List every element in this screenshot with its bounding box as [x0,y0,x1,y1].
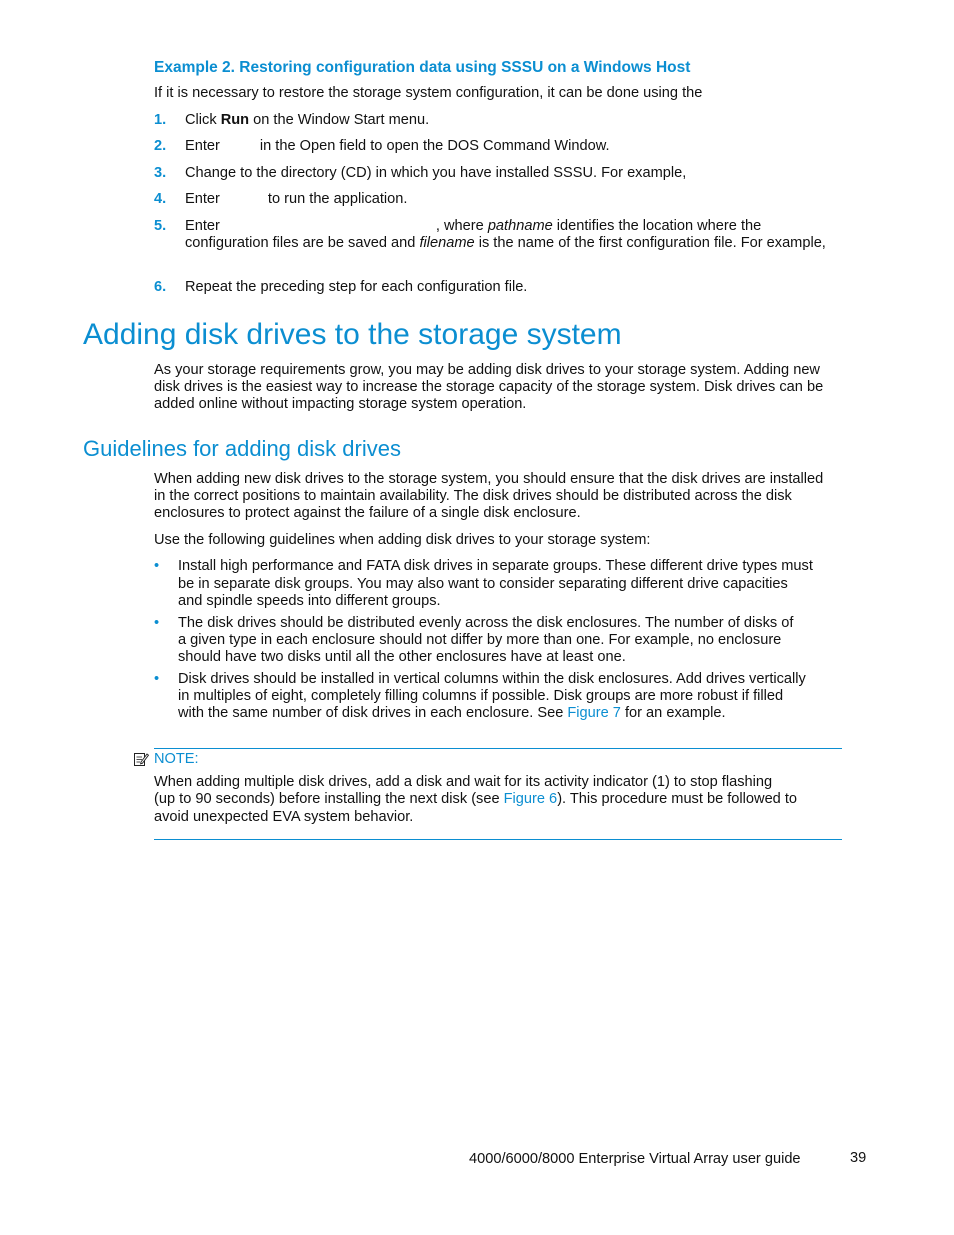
bullet-line: be in separate disk groups. You may also want to consider separating different drive capacities [178,576,788,592]
figure-6-link[interactable]: Figure 6 [503,791,558,807]
step-text: Enter , where pathname identifies the location where the [185,218,762,234]
footer-title: 4000/6000/8000 Enterprise Virtual Array user guide [469,1151,801,1167]
paragraph-line: added online without impacting storage system operation. [154,396,527,412]
note-pencil-icon [133,751,149,767]
bullet-marker: • [154,615,160,631]
subsection-paragraph-2: Use the following guidelines when adding disk drives to your storage system: [154,532,651,548]
step-number: 1. [154,112,167,128]
section-heading: Adding disk drives to the storage system [83,318,622,351]
step-text: Click Run on the Window Start menu. [185,112,430,128]
example-title: Example 2. Restoring configuration data using SSSU on a Windows Host [154,59,691,76]
bullet-line: and spindle speeds into different groups. [178,593,441,609]
subsection-heading: Guidelines for adding disk drives [83,436,401,461]
bullet-line: The disk drives should be distributed evenly across the disk enclosures. The number of disks of [178,615,794,631]
note-line: avoid unexpected EVA system behavior. [154,809,414,825]
figure-7-link[interactable]: Figure 7 [567,705,621,721]
note-label: NOTE: [154,751,199,767]
note-bottom-rule [154,839,842,840]
note-line: When adding multiple disk drives, add a disk and wait for its activity indicator (1) to stop flashing [154,774,773,790]
paragraph-line: As your storage requirements grow, you may be adding disk drives to your storage system. Adding new [154,362,820,378]
step-text: Enter to run the application. [185,191,408,207]
note-top-rule [154,748,842,749]
step-number: 3. [154,165,167,181]
step-number: 4. [154,191,167,207]
step-text: Repeat the preceding step for each configuration file. [185,279,528,295]
bullet-line: Install high performance and FATA disk drives in separate groups. These different drive types must [178,558,813,574]
bullet-line: a given type in each enclosure should not differ by more than one. For example, no enclosure [178,632,782,648]
bullet-line: in multiples of eight, completely filling columns if possible. Disk groups are more robust if filled [178,688,784,704]
bullet-line: Disk drives should be installed in vertical columns within the disk enclosures. Add drives vertically [178,671,806,687]
paragraph-line: disk drives is the easiest way to increase the storage capacity of the storage system. Disk drives can be [154,379,824,395]
paragraph-line: in the correct positions to maintain availability. The disk drives should be distributed across the disk [154,488,792,504]
paragraph-line: enclosures to protect against the failure of a single disk enclosure. [154,505,581,521]
step-number: 5. [154,218,167,234]
step-number: 6. [154,279,167,295]
bullet-marker: • [154,671,160,687]
paragraph-line: When adding new disk drives to the storage system, you should ensure that the disk drives are installed [154,471,824,487]
example-intro: If it is necessary to restore the storage system configuration, it can be done using the [154,85,703,101]
bullet-line: should have two disks until all the other enclosures have at least one. [178,649,626,665]
step-number: 2. [154,138,167,154]
bullet-marker: • [154,558,160,574]
step-text-continued: configuration files are be saved and filename is the name of the first configuration file. For example, [185,235,826,251]
bullet-line: with the same number of disk drives in each enclosure. See Figure 7 for an example. [178,705,726,721]
step-text: Change to the directory (CD) in which you have installed SSSU. For example, [185,165,687,181]
page-number: 39 [850,1150,867,1166]
note-line: (up to 90 seconds) before installing the next disk (see Figure 6). This procedure must be followed to [154,791,798,807]
step-text: Enter in the Open field to open the DOS Command Window. [185,138,610,154]
